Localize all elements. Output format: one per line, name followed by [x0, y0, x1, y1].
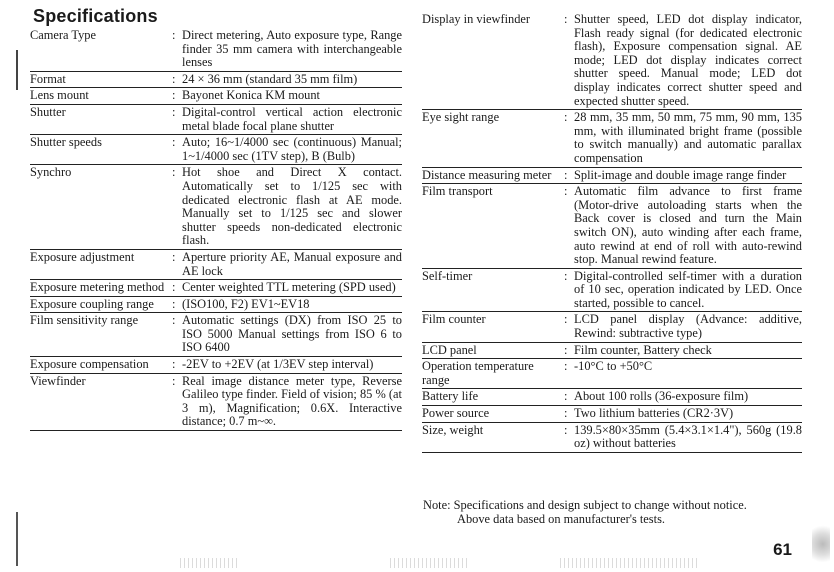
- spec-colon: :: [172, 165, 176, 180]
- spec-label: Exposure adjustment: [30, 249, 135, 264]
- spec-colon: :: [172, 28, 176, 42]
- spec-label: Format: [30, 71, 66, 86]
- scan-margin-mark: [16, 50, 18, 90]
- spec-label: Synchro: [30, 165, 72, 180]
- spec-value: (ISO100, F2) EV1~EV18: [182, 296, 310, 311]
- spec-label: Shutter: [30, 104, 66, 119]
- scan-noise: [560, 558, 700, 568]
- left-spec-table: [30, 28, 402, 431]
- footnote-line-1: Note: Specifications and design subject to change without notice.: [423, 498, 747, 512]
- spec-row: [30, 313, 402, 357]
- spec-label: Power source: [422, 406, 490, 421]
- spec-colon: :: [172, 71, 176, 86]
- spec-row: [422, 359, 802, 389]
- spec-label: Film sensitivity range: [30, 313, 139, 328]
- spec-value: Digital-controlled self-timer with a duration of 10 sec, operation indicated by LED. Once started, possible to cancel.: [574, 268, 802, 310]
- spec-label: Distance measuring meter: [422, 167, 552, 182]
- spec-row: [30, 135, 402, 165]
- page-number: 61: [773, 540, 792, 559]
- right-spec-table: [422, 12, 802, 453]
- spec-value: Film counter, Battery check: [574, 342, 712, 357]
- spec-row: [30, 250, 402, 280]
- spec-value: Two lithium batteries (CR2·3V): [574, 406, 734, 421]
- spec-colon: :: [172, 104, 176, 119]
- spec-colon: :: [564, 167, 568, 182]
- spec-row: [30, 280, 402, 297]
- footnote: [423, 498, 803, 526]
- spec-label: Size, weight: [422, 422, 484, 437]
- spec-row: [422, 343, 802, 360]
- spec-colon: :: [564, 406, 568, 421]
- spec-label: Viewfinder: [30, 373, 86, 388]
- page-title: Specifications: [33, 6, 158, 26]
- spec-colon: :: [564, 422, 568, 437]
- spec-label: Operation temperature range: [422, 359, 534, 387]
- spec-label: Exposure metering method: [30, 280, 165, 295]
- spec-value: Digital-control vertical action electronic metal blade focal plane shutter: [182, 104, 402, 133]
- footnote-line-2: Above data based on manufacturer's tests.: [457, 512, 665, 526]
- spec-value: Aperture priority AE, Manual exposure and AE lock: [182, 249, 402, 278]
- spec-value: 24 × 36 mm (standard 35 mm film): [182, 71, 358, 86]
- spec-label: Exposure coupling range: [30, 296, 154, 311]
- spec-value: Direct metering, Auto exposure type, Range finder 35 mm camera with interchangeable lenses: [182, 28, 402, 70]
- spec-colon: :: [172, 313, 176, 328]
- spec-row: [30, 297, 402, 314]
- spec-value: Bayonet Konica KM mount: [182, 88, 320, 103]
- spec-row: [30, 105, 402, 135]
- spec-row: [422, 12, 802, 110]
- spec-value: LCD panel display (Advance: additive, Rewind: subtractive type): [574, 312, 802, 341]
- spec-colon: :: [172, 373, 176, 388]
- spec-colon: :: [564, 389, 568, 404]
- spec-value: Automatic film advance to first frame (Motor-drive autoloading starts when the Back cover is closed and turn the Main switch ON), auto winding after each frame, auto rewind at end of roll with auto-rewind stop. Manual rewind feature.: [574, 184, 802, 267]
- spec-value: Shutter speed, LED dot display indicator, Flash ready signal (for dedicated electronic flash), Exposure compensation signal. AE mode; LED dot display indicates correct shutter speed. Manual mode; LED dot display indicates correct shutter speed and expected shutter speed.: [574, 12, 802, 108]
- scan-smudge: [812, 520, 830, 568]
- spec-colon: :: [564, 312, 568, 327]
- spec-row: [30, 88, 402, 105]
- spec-label: Film transport: [422, 184, 493, 199]
- scan-noise: [180, 558, 240, 568]
- spec-value: Split-image and double image range finder: [574, 167, 787, 182]
- spec-colon: :: [564, 342, 568, 357]
- spec-row: [422, 184, 802, 269]
- spec-colon: :: [564, 359, 568, 374]
- spec-label: Battery life: [422, 389, 479, 404]
- spec-value: Real image distance meter type, Reverse Galileo type finder. Field of vision; 85 % (at 3 m), Magnification; 0.6X. Interactive distance; 0.7 m~∞.: [182, 373, 402, 429]
- spec-label: LCD panel: [422, 342, 477, 357]
- spec-label: Shutter speeds: [30, 135, 102, 150]
- spec-label: Display in viewfinder: [422, 12, 531, 26]
- spec-colon: :: [172, 135, 176, 150]
- spec-label: Lens mount: [30, 88, 89, 103]
- spec-value: Automatic settings (DX) from ISO 25 to ISO 5000 Manual settings from ISO 6 to ISO 6400: [182, 313, 402, 355]
- spec-row: [30, 72, 402, 89]
- spec-value: About 100 rolls (36-exposure film): [574, 389, 749, 404]
- spec-row: [30, 165, 402, 250]
- spec-row: [422, 406, 802, 423]
- spec-label: Self-timer: [422, 268, 473, 283]
- spec-value: -2EV to +2EV (at 1/3EV step interval): [182, 357, 374, 372]
- spec-value: 139.5×80×35mm (5.4×3.1×1.4"), 560g (19.8 oz) without batteries: [574, 422, 802, 451]
- spec-row: [422, 312, 802, 342]
- spec-row: [30, 374, 402, 431]
- spec-value: 28 mm, 35 mm, 50 mm, 75 mm, 90 mm, 135 mm, with illuminated bright frame (possible to switch manually) and automatic parallax compensation: [574, 110, 802, 165]
- spec-colon: :: [172, 280, 176, 295]
- spec-row: [422, 110, 802, 167]
- scan-margin-mark-lower: [16, 512, 18, 566]
- spec-colon: :: [172, 249, 176, 264]
- spec-row: [30, 28, 402, 72]
- spec-colon: :: [172, 296, 176, 311]
- spec-value: -10°C to +50°C: [574, 359, 653, 374]
- spec-colon: :: [172, 357, 176, 372]
- spec-colon: :: [564, 268, 568, 283]
- spec-row: [422, 389, 802, 406]
- scan-noise: [390, 558, 470, 568]
- spec-row: [422, 269, 802, 313]
- spec-value: Hot shoe and Direct X contact. Automatically set to 1/125 sec with dedicated electronic flash at AE mode. Manually set to 1/125 sec and slower shutter speeds non-dedicated electronic flash.: [182, 165, 402, 248]
- spec-label: Camera Type: [30, 28, 96, 42]
- spec-row: [422, 423, 802, 453]
- spec-row: [422, 168, 802, 185]
- spec-row: [30, 357, 402, 374]
- spec-label: Exposure compensation: [30, 357, 149, 372]
- spec-colon: :: [172, 88, 176, 103]
- spec-value: Center weighted TTL metering (SPD used): [182, 280, 396, 295]
- spec-value: Auto; 16~1/4000 sec (continuous) Manual; 1~1/4000 sec (1TV step), B (Bulb): [182, 135, 402, 163]
- spec-colon: :: [564, 184, 568, 199]
- spec-colon: :: [564, 110, 568, 125]
- spec-colon: :: [564, 12, 568, 26]
- spec-label: Eye sight range: [422, 110, 500, 125]
- spec-label: Film counter: [422, 312, 486, 327]
